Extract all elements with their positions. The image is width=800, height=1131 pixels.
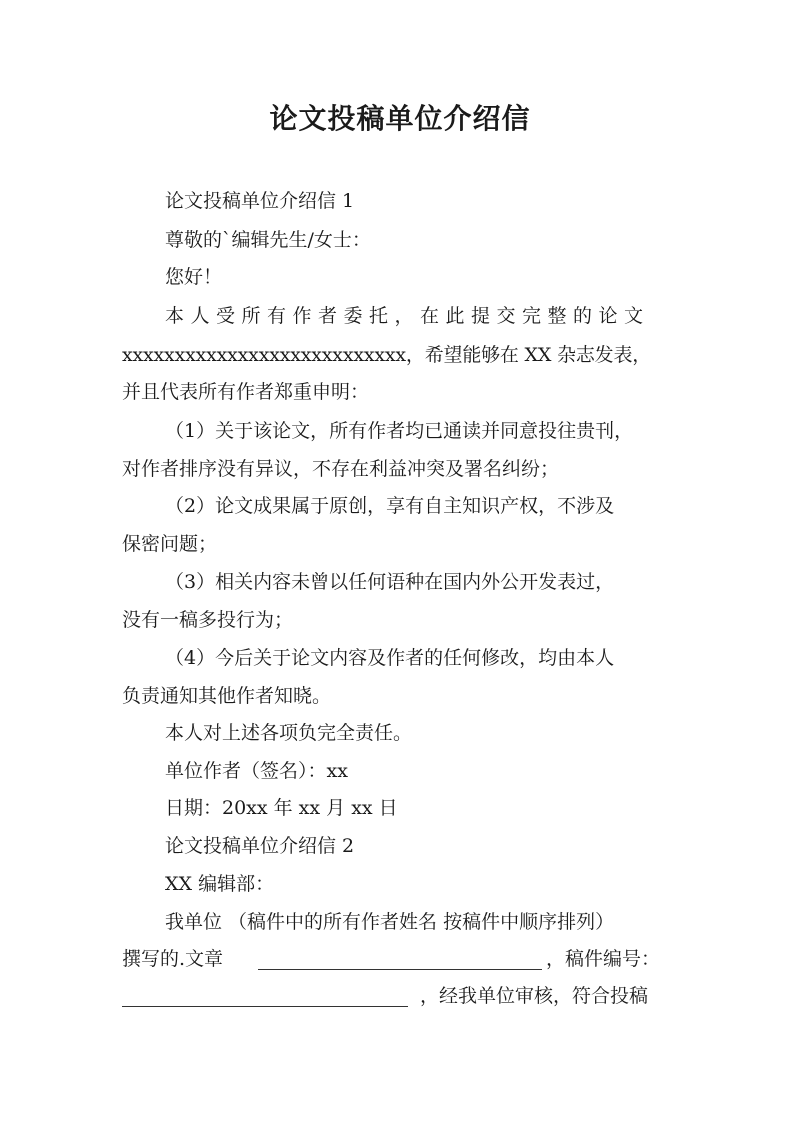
- letter1-greeting: 您好！: [165, 266, 223, 288]
- letter1-intro-line2: xxxxxxxxxxxxxxxxxxxxxxxxxxx，希望能够在 XX 杂志发表，: [122, 344, 652, 366]
- letter2-body-line1: 我单位 （稿件中的所有作者姓名 按稿件中顺序排列）: [165, 911, 615, 933]
- letter1-item2-line2: 保密问题；: [122, 533, 218, 555]
- letter1-signature: 单位作者（签名）：xx: [165, 760, 348, 782]
- letter1-item1-line1: （1）关于该论文，所有作者均已通读并同意投往贵刊，: [165, 420, 634, 442]
- letter1-salutation: 尊敬的`编辑先生/女士：: [165, 229, 371, 251]
- article-title-blank: [258, 951, 542, 970]
- manuscript-number-blank: [122, 988, 408, 1007]
- letter1-heading: 论文投稿单位介绍信 1: [165, 190, 355, 212]
- letter1-item3-line2: 没有一稿多投行为；: [122, 609, 294, 631]
- letter1-responsibility: 本人对上述各项负完全责任。: [165, 722, 413, 744]
- letter1-intro-line1: 本人受所有作者委托，在此提交完整的论文: [165, 305, 650, 327]
- letter2-heading: 论文投稿单位介绍信 2: [165, 835, 355, 857]
- letter2-body-line3: ，经我单位审核，符合投稿: [420, 985, 649, 1007]
- letter2-body-line2-b: ，稿件编号：: [546, 948, 661, 970]
- letter1-item1-line2: 对作者排序没有异议，不存在利益冲突及署名纠纷；: [122, 458, 560, 480]
- document-title: 论文投稿单位介绍信: [269, 102, 531, 135]
- letter1-intro-line3: 并且代表所有作者郑重申明：: [122, 381, 370, 403]
- letter2-salutation: XX 编辑部：: [165, 873, 275, 895]
- letter1-date: 日期：20xx 年 xx 月 xx 日: [165, 797, 398, 819]
- letter2-body-line2-a: 撰写的.文章: [122, 948, 224, 970]
- letter1-item3-line1: （3）相关内容未曾以任何语种在国内外公开发表过，: [165, 571, 615, 593]
- letter1-item4-line2: 负责通知其他作者知晓。: [122, 685, 332, 707]
- letter1-item2-line1: （2）论文成果属于原创，享有自主知识产权，不涉及: [165, 495, 615, 517]
- letter1-item4-line1: （4）今后关于论文内容及作者的任何修改，均由本人: [165, 647, 615, 669]
